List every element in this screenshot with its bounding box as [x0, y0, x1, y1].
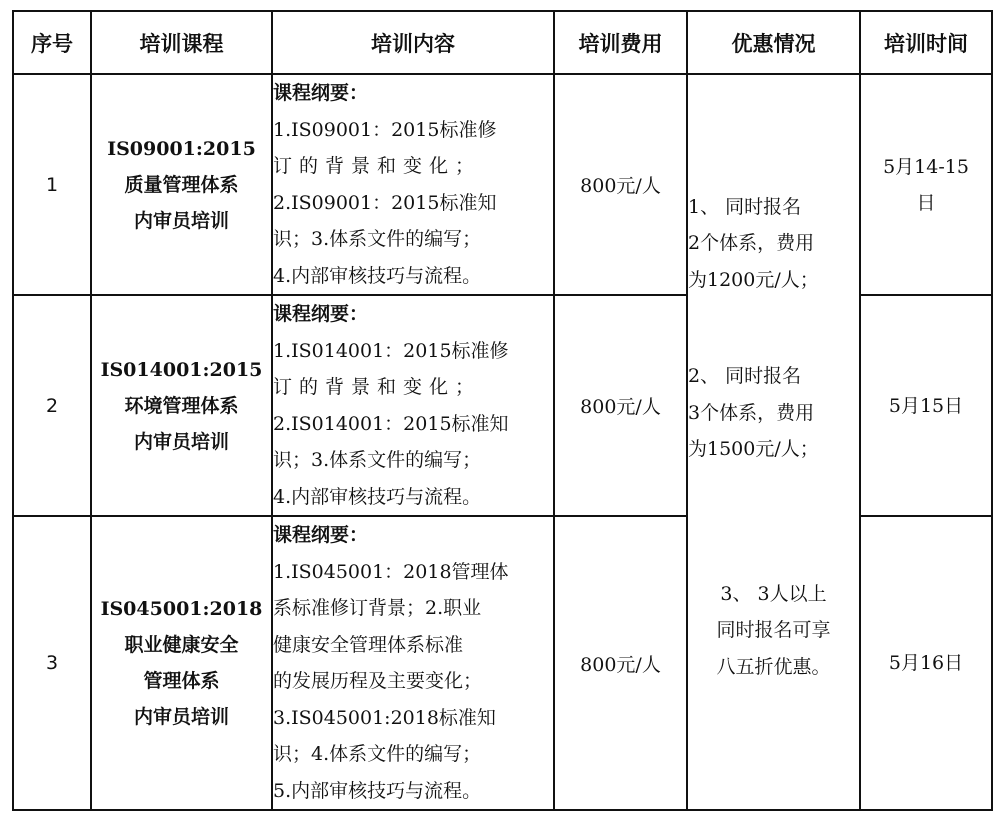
- training-schedule-table: [12, 10, 993, 811]
- course-line: 内审员培训: [133, 209, 229, 232]
- content-heading: 课程纲要：: [273, 82, 369, 104]
- time-line: 5月15日: [888, 394, 964, 417]
- discount-line: 2、 同时报名: [688, 365, 802, 388]
- header-content: 培训内容: [272, 11, 554, 74]
- time-line: 5月16日: [888, 652, 964, 674]
- content-line: 订的背景和变化；: [273, 376, 482, 398]
- discount-info: [687, 74, 860, 810]
- header-time: 培训时间: [860, 11, 992, 74]
- discount-line: 1、 同时报名: [688, 195, 802, 218]
- content-line: 的发展历程及主要变化；: [273, 670, 483, 692]
- course-line: 管理体系: [143, 670, 220, 692]
- content-line: 2.IS014001：2015标准知: [273, 412, 509, 435]
- content-line: 识；3.体系文件的编写；: [273, 449, 482, 471]
- content-line: 系标准修订背景；2.职业: [273, 597, 482, 619]
- header-course: 培训课程: [91, 11, 272, 74]
- discount-item: [688, 189, 859, 299]
- course-line: 内审员培训: [133, 430, 229, 453]
- course-content: [272, 295, 554, 516]
- discount-line: 3个体系，费用: [688, 401, 815, 424]
- header-fee: 培训费用: [554, 11, 687, 74]
- discount-line: 为1200元/人；: [688, 268, 819, 291]
- content-line: 1.IS045001：2018管理体: [273, 560, 509, 583]
- course-fee: 800元/人: [554, 295, 687, 516]
- course-line: 职业健康安全: [124, 634, 239, 656]
- course-name: [91, 295, 272, 516]
- header-no: 序号: [13, 11, 91, 74]
- content-line: 3.IS045001:2018标准知: [273, 706, 496, 729]
- discount-item: [688, 576, 859, 686]
- course-fee: 800元/人: [554, 516, 687, 810]
- course-line: IS09001:2015: [107, 137, 256, 160]
- discount-line: 2个体系，费用: [688, 232, 815, 255]
- content-line: 4.内部审核技巧与流程。: [273, 485, 482, 508]
- discount-line: 为1500元/人；: [688, 438, 819, 461]
- training-time: [860, 74, 992, 295]
- course-content: [272, 516, 554, 810]
- course-fee: 800元/人: [554, 74, 687, 295]
- course-line: 质量管理体系: [124, 173, 239, 196]
- content-heading: 课程纲要：: [273, 524, 369, 546]
- row-number: 2: [13, 295, 91, 516]
- content-line: 健康安全管理体系标准: [273, 633, 464, 656]
- content-line: 5.内部审核技巧与流程。: [273, 779, 482, 802]
- course-line: IS045001:2018: [100, 598, 263, 620]
- row-number: 1: [13, 74, 91, 295]
- course-line: 内审员培训: [133, 706, 229, 728]
- content-line: 1.IS014001：2015标准修: [273, 339, 509, 362]
- course-name: [91, 74, 272, 295]
- content-line: 识；4.体系文件的编写；: [273, 743, 482, 765]
- discount-line: 同时报名可享: [716, 619, 831, 642]
- content-line: 4.内部审核技巧与流程。: [273, 264, 482, 287]
- header-row: [13, 11, 992, 74]
- discount-item: [688, 358, 859, 468]
- content-line: 识；3.体系文件的编写；: [273, 228, 482, 250]
- course-line: 环境管理体系: [124, 394, 239, 417]
- table-row: [13, 74, 992, 295]
- time-line: 日: [916, 191, 936, 214]
- course-name: [91, 516, 272, 810]
- header-discount: 优惠情况: [687, 11, 860, 74]
- discount-line: 3、 3人以上: [720, 582, 827, 605]
- content-line: 订的背景和变化；: [273, 155, 482, 177]
- discount-line: 八五折优惠。: [716, 655, 831, 678]
- course-line: IS014001:2015: [100, 358, 263, 381]
- time-line: 5月14-15: [883, 155, 969, 178]
- content-line: 2.IS09001：2015标准知: [273, 191, 497, 214]
- content-line: 1.IS09001：2015标准修: [273, 118, 497, 141]
- row-number: 3: [13, 516, 91, 810]
- course-content: [272, 74, 554, 295]
- training-time: [860, 295, 992, 516]
- training-time: [860, 516, 992, 810]
- content-heading: 课程纲要：: [273, 303, 369, 325]
